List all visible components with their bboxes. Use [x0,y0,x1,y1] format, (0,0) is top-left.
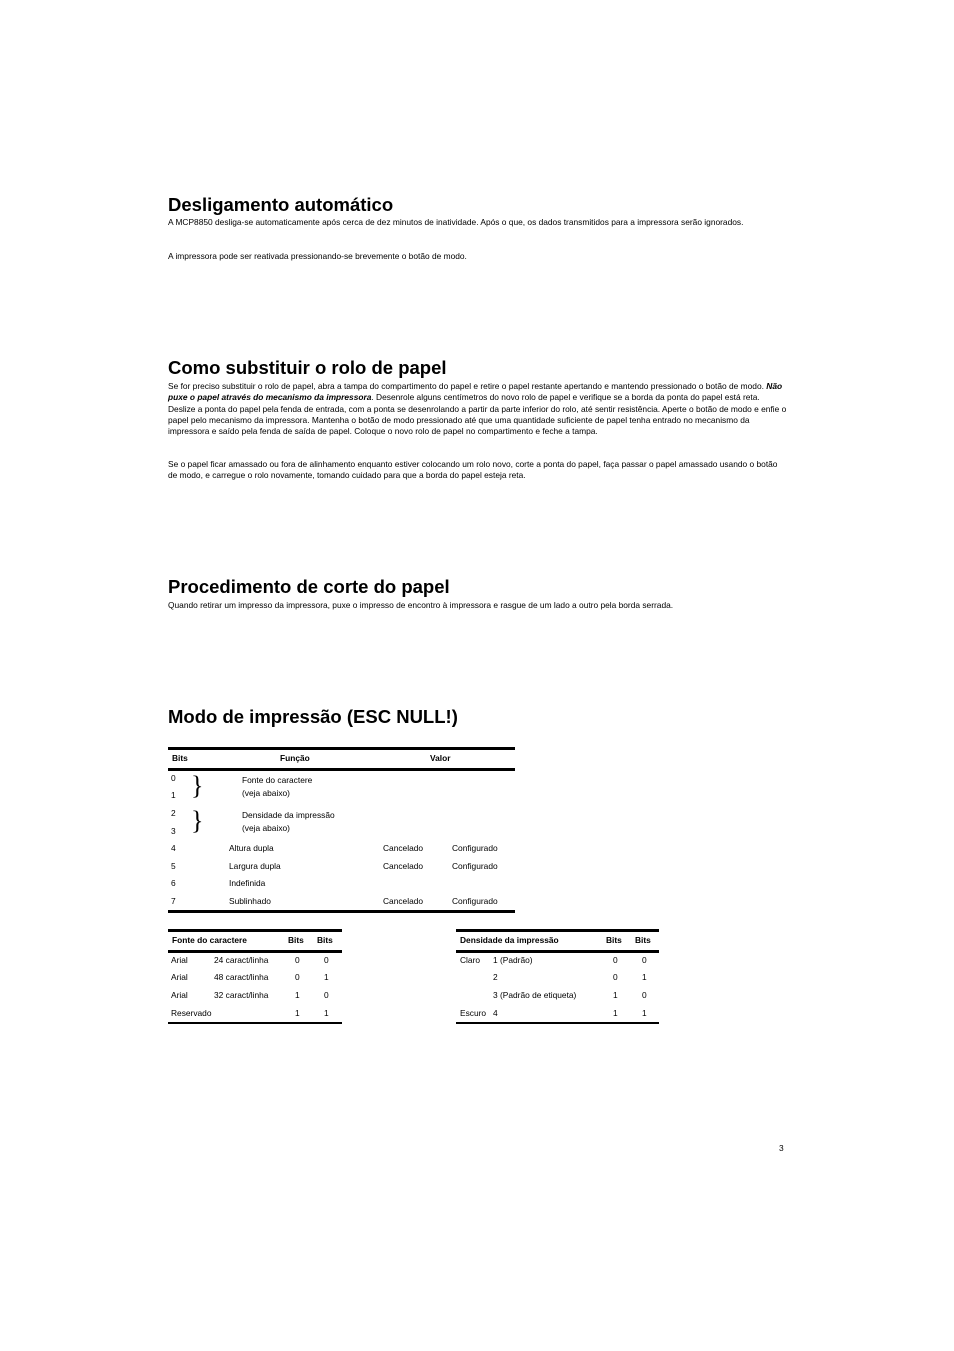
mode-value-on: Configurado [452,896,498,906]
paper-cut-paragraph: Quando retirar um impresso da impressora, puxe o impresso de encontro à impressora e rasgue de um lado a outro pela borda serrada. [168,600,674,610]
mode-function: Indefinida [229,878,266,888]
table-header-rule [456,950,659,953]
table-header-rule [168,950,342,953]
font-header-bits: Bits [317,935,333,945]
paper-roll-paragraph-1 [168,381,788,437]
mode-value-off: Cancelado [383,861,424,871]
mode-function-note: (veja abaixo) [242,788,290,798]
font-header-bits: Bits [288,935,304,945]
brace-icon: } [191,806,204,835]
mode-value-on: Configurado [452,861,498,871]
font-name: Arial [171,955,188,965]
font-bit: 1 [324,1008,329,1018]
paper-roll-text-b: . Desenrole alguns centímetros do novo rolo de papel e verifique se a borda da ponta do papel está reta. Deslize a ponta do papel pela fenda de entrada, com a ponta se desenrolando a partir da parte inferior do rolo, até sentir resistência. Aperte o botão de modo e enfie o papel pelo mecanismo da impressora. Mantenha o botão de modo pressionado até que uma quantidade suficiente de papel tenha entrado no mecanismo da impressora e saído pela fenda de saída de papel. Coloque o novo rolo de papel no compartimento e feche a tampa. [168,392,787,437]
mode-value-off: Cancelado [383,843,424,853]
density-desc: 2 [493,972,498,982]
density-header-name: Densidade da impressão [460,935,559,945]
density-bit: 0 [613,955,618,965]
font-desc: 32 caract/linha [214,990,269,1000]
shutdown-paragraph-1: A MCP8850 desliga-se automaticamente após cerca de dez minutos de inatividade. Após o que, os dados transmitidos para a impressora serão ignorados. [168,217,744,227]
mode-bit: 0 [171,773,176,783]
mode-header-function: Função [280,753,310,763]
mode-bit: 1 [171,790,176,800]
mode-bit: 4 [171,843,176,853]
font-desc: 24 caract/linha [214,955,269,965]
font-name: Arial [171,990,188,1000]
font-bit: 1 [295,990,300,1000]
density-bit: 0 [642,990,647,1000]
mode-function: Densidade da impressão [242,810,335,820]
paper-roll-paragraph-2: Se o papel ficar amassado ou fora de alinhamento enquanto estiver colocando um rolo novo, corte a ponta do papel, faça passar o papel amassado usando o botão de modo, e carregue o rolo novamente, tomando cuidado para que a borda do papel esteja reta. [168,459,778,481]
table-bottom-rule [456,1022,659,1024]
shutdown-paragraph-2: A impressora pode ser reativada pressionando-se brevemente o botão de modo. [168,251,467,261]
mode-bit: 5 [171,861,176,871]
mode-bit: 2 [171,808,176,818]
brace-icon: } [191,771,204,800]
density-header-bits: Bits [606,935,622,945]
section-title-print-mode: Modo de impressão (ESC NULL!) [168,706,458,727]
table-top-rule [168,747,515,750]
mode-bit: 6 [171,878,176,888]
mode-function-note: (veja abaixo) [242,823,290,833]
mode-bit: 7 [171,896,176,906]
table-header-rule [168,768,515,771]
density-label: Escuro [460,1008,487,1018]
mode-value-on: Configurado [452,843,498,853]
paper-roll-warning: Não puxe o papel através do mecanismo da impressora [168,381,783,403]
section-title-paper-cut: Procedimento de corte do papel [168,576,450,597]
table-bottom-rule [168,1022,342,1024]
font-bit: 1 [324,972,329,982]
font-name: Arial [171,972,188,982]
font-bit: 0 [324,955,329,965]
mode-bit: 3 [171,826,176,836]
section-title-shutdown: Desligamento automático [168,194,394,215]
mode-function: Largura dupla [229,861,281,871]
density-label: Claro [460,955,481,965]
mode-header-bits: Bits [172,753,188,763]
table-top-rule [168,929,342,932]
mode-value-off: Cancelado [383,896,424,906]
density-desc: 3 (Padrão de etiqueta) [493,990,577,1000]
font-bit: 0 [295,972,300,982]
density-desc: 4 [493,1008,498,1018]
density-header-bits: Bits [635,935,651,945]
font-bit: 0 [324,990,329,1000]
font-bit: 0 [295,955,300,965]
mode-header-value: Valor [430,753,451,763]
mode-function: Fonte do caractere [242,775,313,785]
font-desc: 48 caract/linha [214,972,269,982]
section-title-paper-roll: Como substituir o rolo de papel [168,357,447,378]
font-header-name: Fonte do caractere [172,935,247,945]
density-bit: 0 [642,955,647,965]
mode-function: Sublinhado [229,896,271,906]
density-bit: 1 [642,972,647,982]
font-bit: 1 [295,1008,300,1018]
table-bottom-rule [168,910,515,913]
density-bit: 1 [642,1008,647,1018]
density-desc: 1 (Padrão) [493,955,533,965]
mode-function: Altura dupla [229,843,274,853]
density-bit: 1 [613,1008,618,1018]
paper-roll-text-a: Se for preciso substituir o rolo de papel, abra a tampa do compartimento do papel e retire o papel restante apertando e mantendo pressionado o botão de modo. [168,381,767,391]
density-bit: 0 [613,972,618,982]
page-number: 3 [779,1143,784,1153]
table-top-rule [456,929,659,932]
density-bit: 1 [613,990,618,1000]
font-name: Reservado [171,1008,212,1018]
